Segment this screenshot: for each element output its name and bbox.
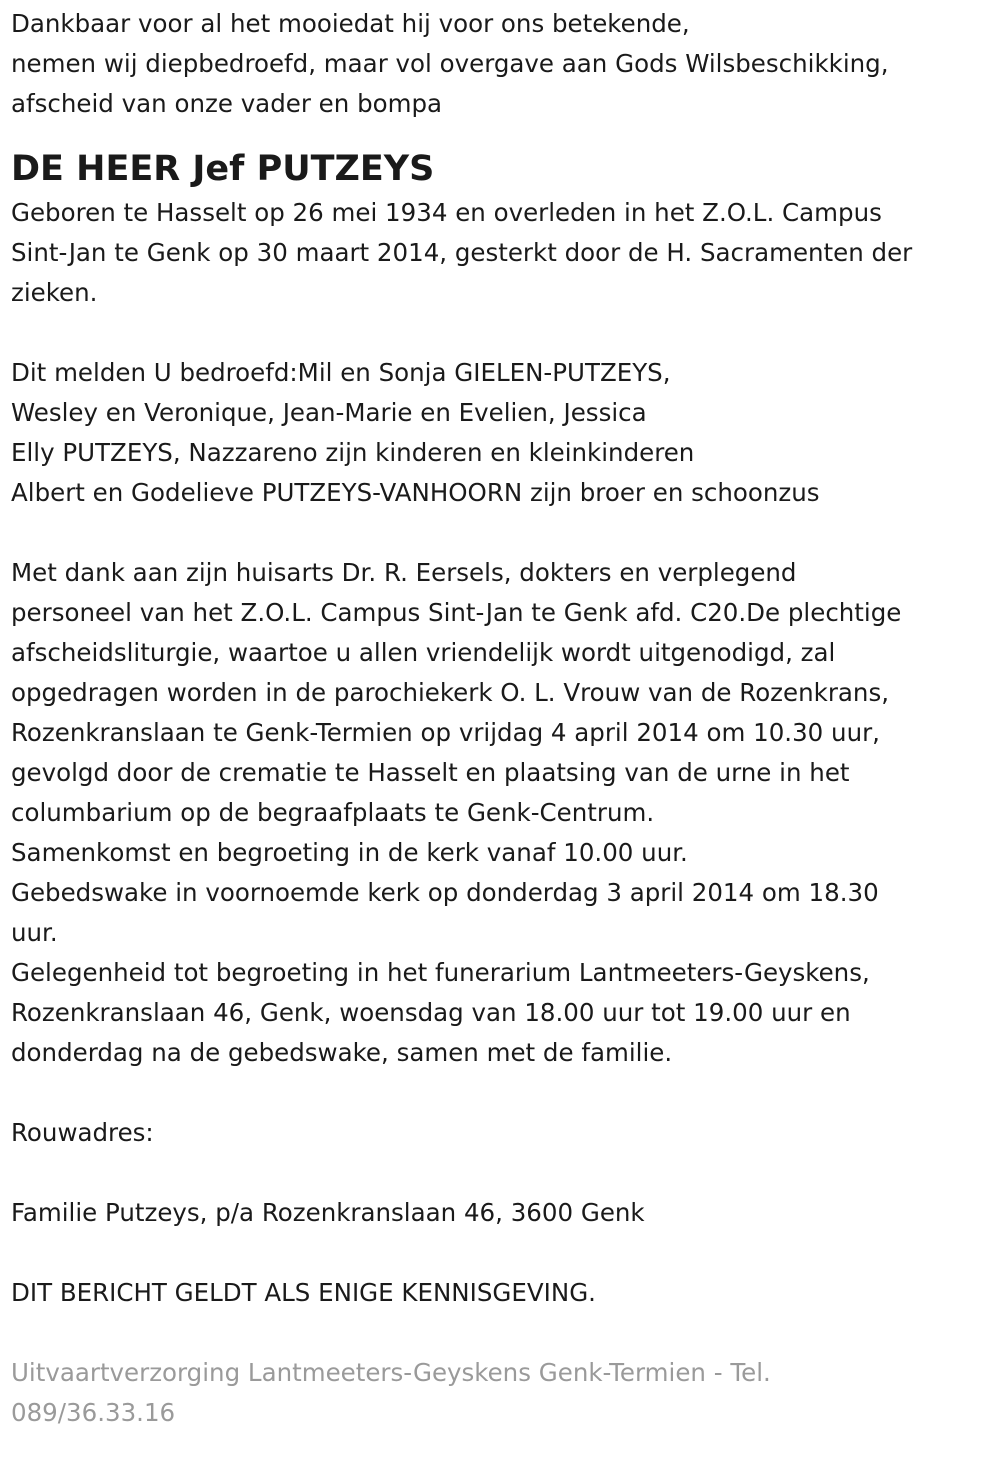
intro-line: afscheid van onze vader en bompa xyxy=(11,89,443,118)
notice: DIT BERICHT GELDT ALS ENIGE KENNISGEVING. xyxy=(11,1278,596,1307)
details-line: Met dank aan zijn huisarts Dr. R. Eersels, dokters en verplegend xyxy=(11,558,797,587)
details-line: Samenkomst en begroeting in de kerk vanaf 10.00 uur. xyxy=(11,838,688,867)
spacer xyxy=(11,313,993,353)
family-line: Elly PUTZEYS, Nazzareno zijn kinderen en kleinkinderen xyxy=(11,438,695,467)
details-line: afscheidsliturgie, waartoe u allen vriendelijk wordt uitgenodigd, zal xyxy=(11,638,836,667)
footer-line: 089/36.33.16 xyxy=(11,1398,176,1427)
spacer xyxy=(11,1153,993,1193)
spacer xyxy=(11,1233,993,1273)
family-paragraph xyxy=(11,353,993,513)
details-line: uur. xyxy=(11,918,58,947)
details-line: columbarium op de begraafplaats te Genk-Centrum. xyxy=(11,798,655,827)
details-line: Rozenkranslaan te Genk-Termien op vrijdag 4 april 2014 om 10.30 uur, xyxy=(11,718,880,747)
birth-line: zieken. xyxy=(11,278,98,307)
death-notice xyxy=(11,4,993,1433)
intro-line: Dankbaar voor al het mooiedat hij voor ons betekende, xyxy=(11,9,690,38)
details-line: gevolgd door de crematie te Hasselt en plaatsing van de urne in het xyxy=(11,758,850,787)
details-paragraph xyxy=(11,553,993,1073)
intro-line: nemen wij diepbedroefd, maar vol overgave aan Gods Wilsbeschikking, xyxy=(11,49,889,78)
details-line: Gelegenheid tot begroeting in het funerarium Lantmeeters-Geyskens, xyxy=(11,958,870,987)
birth-line: Geboren te Hasselt op 26 mei 1934 en overleden in het Z.O.L. Campus xyxy=(11,198,882,227)
intro-paragraph xyxy=(11,4,993,124)
family-line: Wesley en Veronique, Jean-Marie en Evelien, Jessica xyxy=(11,398,647,427)
birth-line: Sint-Jan te Genk op 30 maart 2014, gesterkt door de H. Sacramenten der xyxy=(11,238,913,267)
spacer xyxy=(11,513,993,553)
family-line: Dit melden U bedroefd:Mil en Sonja GIELEN-PUTZEYS, xyxy=(11,358,671,387)
spacer xyxy=(11,1313,993,1353)
details-line: Rozenkranslaan 46, Genk, woensdag van 18.00 uur tot 19.00 uur en xyxy=(11,998,851,1027)
spacer xyxy=(11,1073,993,1113)
birth-paragraph xyxy=(11,193,993,313)
details-line: opgedragen worden in de parochiekerk O. L. Vrouw van de Rozenkrans, xyxy=(11,678,889,707)
deceased-name: DE HEER Jef PUTZEYS xyxy=(11,149,435,189)
details-line: personeel van het Z.O.L. Campus Sint-Jan te Genk afd. C20.De plechtige xyxy=(11,598,902,627)
footer-line: Uitvaartverzorging Lantmeeters-Geyskens Genk-Termien - Tel. xyxy=(11,1358,771,1387)
address: Familie Putzeys, p/a Rozenkranslaan 46, 3600 Genk xyxy=(11,1198,645,1227)
address-label: Rouwadres: xyxy=(11,1118,154,1147)
family-line: Albert en Godelieve PUTZEYS-VANHOORN zijn broer en schoonzus xyxy=(11,478,820,507)
funeral-home-footer xyxy=(11,1353,993,1433)
details-line: Gebedswake in voornoemde kerk op donderdag 3 april 2014 om 18.30 xyxy=(11,878,879,907)
details-line: donderdag na de gebedswake, samen met de familie. xyxy=(11,1038,673,1067)
